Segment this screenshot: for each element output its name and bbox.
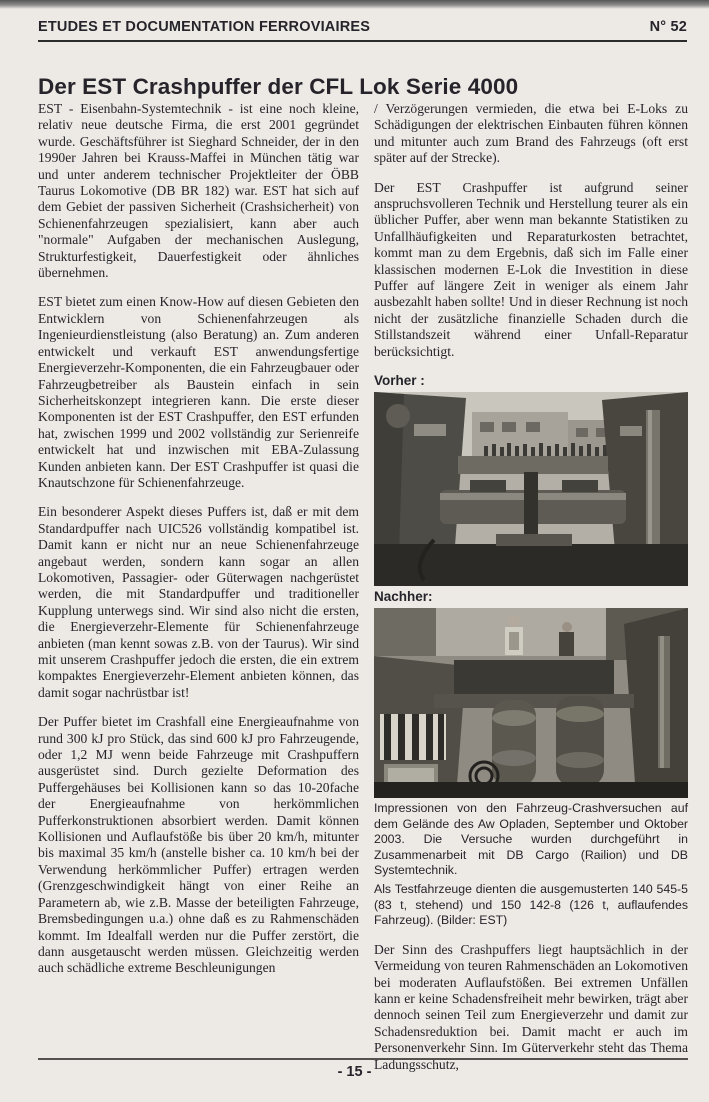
article-columns (38, 101, 688, 1086)
photo-caption: Als Testfahrzeuge dienten die ausgemusterten 140 545-5 (83 t, stehend) und 150 142-8 (126 t, auflaufendes Fahrzeug). (Bilder: EST) (374, 882, 688, 928)
left-column (38, 101, 359, 1086)
striped-target-panel (380, 714, 446, 760)
paragraph: Ein besonderer Aspekt dieses Puffers ist, daß er mit dem Standardpuffer nach UIC526 vollständig kompatibel ist. Damit kann er nicht nur an neue Schienenfahrzeuge angebaut werden, sondern kann sogar an allen Lokomotiven, Passagier- oder Güterwagen nachgerüstet werden, die mit Standardpuffer und traditioneller Kupplung unterwegs sind. Wir sind also nicht die ersten, die Energieverzehr-Elemente für Schienenfahrzeuge anbieten (man kennt sowas z.B. von der Taurus). Wir sind mit unserem Crashpuffer jedoch die ersten, die ein extrem kompaktes Energieverzehr-Element anbieten können, das damit sogar nachrüstbar ist! (38, 504, 359, 700)
issue-number: N° 52 (649, 19, 687, 35)
photo-caption: Impressionen von den Fahrzeug-Crashversuchen auf dem Gelände des Aw Opladen, September und Oktober 2003. Die Versuche wurden durchgeführt in Zusammenarbeit mit DB Cargo (Railion) und DB Systemtechnik. (374, 801, 688, 878)
ground (374, 782, 688, 798)
ground-highlight (496, 534, 572, 546)
page-number: - 15 - (337, 1064, 372, 1080)
paragraph: Der Sinn des Crashpuffers liegt hauptsächlich in der Vermeidung von teuren Rahmenschäden an Lokomotiven bei moderaten Auflaufstößen. Bei extremen Unfällen kann er keine Schadensfreiheit mehr bewirken, trägt aber dennoch seinen Teil zum Energieverzehr und damit zur Schadensreduktion bei. Damit macht er auch im Personenverkehr Sinn. Im Güterverkehr steht das Thema Ladungsschutz, (374, 941, 688, 1072)
paragraph: EST bietet zum einen Know-How auf diesen Gebieten den Entwicklern von Schienenfahrzeugen als Ingenieurdienstleistung (also Beratung) an. Zum anderen entwickelt und verkauft EST anwendungsfertige Energieverzehr-Komponenten, die ein Fahrzeugbauer oder Fahrzeugbetreiber als Baustein einfach in sein Sicherheitskonzept integrieren kann. Die erste dieser Komponenten ist der EST Crashpuffer, den EST erfunden hat, zwischen 1999 und 2002 vollständig zur Serienreife entwickelt hat und inzwischen mit EBA-Zulassung Kunden anbieten kann. Der EST Crashpuffer ist quasi die Knautschzone für Schienenfahrzeuge. (38, 294, 359, 490)
scan-edge-artifact (0, 0, 709, 9)
photo-before-crash-test (374, 392, 688, 586)
right-column (374, 101, 688, 1086)
article-title: Der EST Crashpuffer der CFL Lok Serie 4000 (38, 74, 519, 100)
journal-title: ETUDES ET DOCUMENTATION FERROVIAIRES (38, 19, 371, 35)
masthead (38, 19, 687, 42)
footer-rule (38, 1058, 688, 1060)
trees-left (374, 608, 436, 656)
photo-before-label: Vorher : (374, 373, 425, 389)
paragraph: Der EST Crashpuffer ist aufgrund seiner anspruchsvolleren Technik und Herstellung teurer als ein üblicher Puffer, aber wenn man bekannte Statistiken zu Unfallhäufigkeiten und Reparaturkosten betrachtet, kommt man zu dem Ergebnis, daß sich im Falle einer klassischen modernen E-Lok die Investition in diese Puffer auf längere Zeit in weniger als einem Jahr ausbezahlt haben sollte! Und in dieser Rechnung ist noch nicht der zusätzliche finanzielle Schaden durch die Stillstandszeit während einer Unfall-Reparatur berücksichtigt. (374, 179, 688, 359)
photo-after-crash-test (374, 608, 688, 798)
paragraph: / Verzögerungen vermieden, die etwa bei E-Loks zu Schädigungen der elektrischen Einbauten führen können und mitunter auch zum Brand des Fahrzeugs (oft erst später auf der Strecke). (374, 101, 688, 166)
photo-after-label: Nachher: (374, 589, 433, 605)
paragraph: EST - Eisenbahn-Systemtechnik - ist eine noch kleine, relativ neue deutsche Firma, die erst 2001 gegründet wurde. Geschäftsführer ist Sieghard Schneider, der in den 1990er Jahren bei Krauss-Maffei in München tätig war und unter anderem technischer Projektleiter der ÖBB Taurus Lokomotive (DB BR 182) war. EST hat sich auf dem Gebiet der passiven Sicherheit (Crashsicherheit) von Schienenfahrzeugen spezialisiert, kann aber auch "normale" Aufgaben der mechanischen Auslegung, Strukturfestigkeit, Dauerfestigkeit oder ähnliches übernehmen. (38, 101, 359, 281)
paragraph: Der Puffer bietet im Crashfall eine Energieaufnahme von rund 300 kJ pro Stück, das sind 600 kJ pro Fahrzeugende, oder 1,2 MJ wenn beide Fahrzeuge mit Crashpuffern ausgerüstet sind. Durch gezielte Deformation des Puffergehäuses bei Kollisionen kann so das 10-20fache der Energieaufnahme von herkömmlichen Pufferkonstruktionen absorbiert werden. Damit können Kollisionen und Auflaufstöße bis über 20 km/h, mitunter bis maximal 35 km/h (anstelle bisher ca. 10 km/h bei der Verwendung herkömmlicher Puffer) ertragen werden (Grenzgeschwindigkeit hängt von einer Reihe an Parametern ab, wie z.B. Masse der beteiligten Fahrzeuge, Bremsbedingungen u.a.) ohne daß es zu Rahmenschäden kommt. Im Idealfall werden nur die Puffer zerstört, die dann ausgetauscht werden müssen. Gleichzeitig werden auch schädliche extreme Beschleunigungen (38, 714, 359, 976)
